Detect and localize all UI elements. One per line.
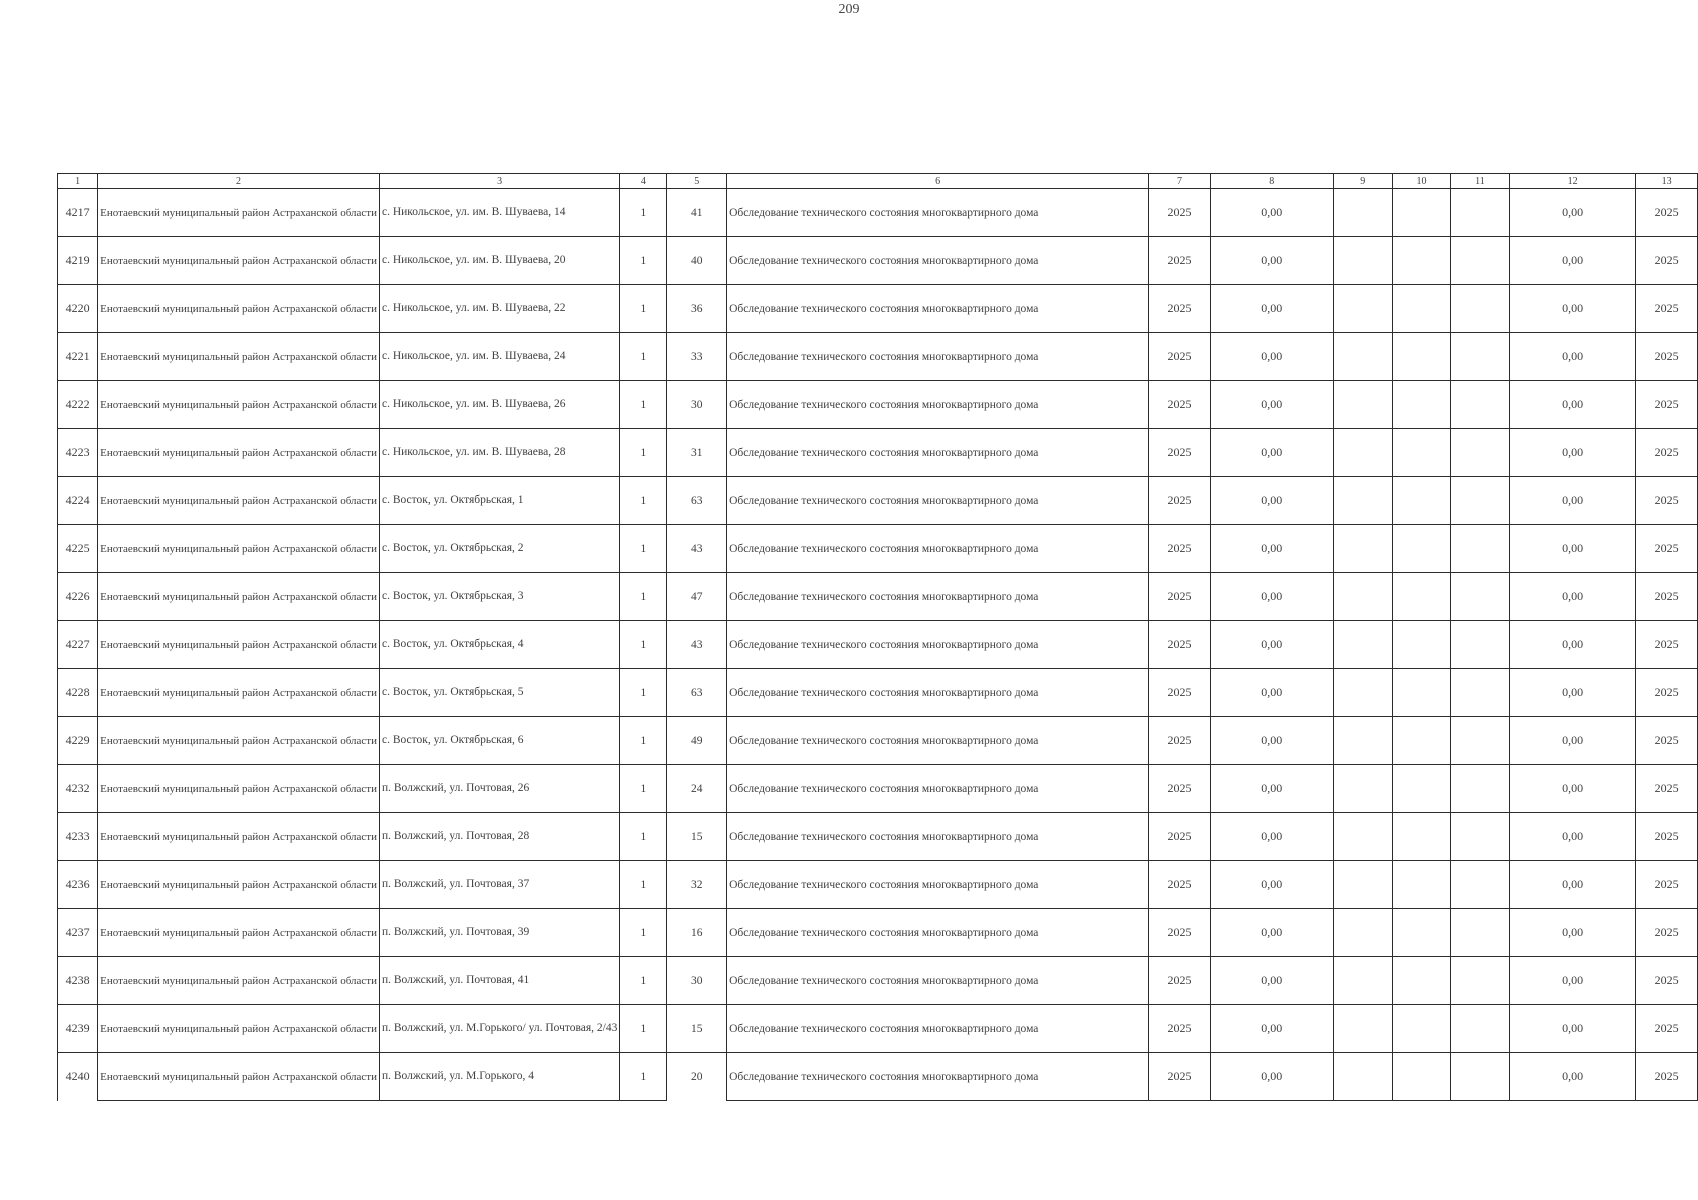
empty-cell-11: [1451, 765, 1510, 813]
address-cell: с. Никольское, ул. им. В. Шуваева, 14: [379, 189, 619, 237]
cost-cell: 0,00: [1210, 621, 1333, 669]
year-cell-2: 2025: [1636, 909, 1698, 957]
area-cell: 30: [667, 957, 727, 1005]
empty-cell-9: [1333, 285, 1392, 333]
empty-cell-9: [1333, 429, 1392, 477]
year-cell: 2025: [1149, 429, 1211, 477]
empty-cell-10: [1392, 621, 1450, 669]
district-cell: Енотаевский муниципальный район Астраханской области: [98, 1053, 380, 1101]
year-cell-2: 2025: [1636, 669, 1698, 717]
table-row: [58, 813, 1698, 861]
column-header-12: 12: [1509, 174, 1635, 189]
table-row: [58, 477, 1698, 525]
column-header-10: 10: [1392, 174, 1450, 189]
district-cell: Енотаевский муниципальный район Астраханской области: [98, 381, 380, 429]
empty-cell-11: [1451, 717, 1510, 765]
row-number: 4228: [58, 669, 98, 717]
floors-cell: 1: [620, 477, 667, 525]
empty-cell-9: [1333, 333, 1392, 381]
year-cell: 2025: [1149, 285, 1211, 333]
row-number: 4237: [58, 909, 98, 957]
empty-cell-9: [1333, 813, 1392, 861]
column-header-4: 4: [620, 174, 667, 189]
district-cell: Енотаевский муниципальный район Астраханской области: [98, 621, 380, 669]
empty-cell-11: [1451, 477, 1510, 525]
empty-cell-11: [1451, 189, 1510, 237]
cost-cell-2: 0,00: [1509, 237, 1635, 285]
empty-cell-10: [1392, 285, 1450, 333]
district-cell: Енотаевский муниципальный район Астраханской области: [98, 669, 380, 717]
area-cell: 63: [667, 669, 727, 717]
cost-cell-2: 0,00: [1509, 477, 1635, 525]
table-row: [58, 333, 1698, 381]
year-cell: 2025: [1149, 765, 1211, 813]
empty-cell-11: [1451, 669, 1510, 717]
column-header-6: 6: [727, 174, 1149, 189]
work-type-cell: Обследование технического состояния многоквартирного дома: [727, 477, 1149, 525]
year-cell-2: 2025: [1636, 477, 1698, 525]
district-cell: Енотаевский муниципальный район Астраханской области: [98, 573, 380, 621]
year-cell: 2025: [1149, 1053, 1211, 1101]
area-cell: 63: [667, 477, 727, 525]
empty-cell-10: [1392, 909, 1450, 957]
cost-cell: 0,00: [1210, 333, 1333, 381]
floors-cell: 1: [620, 765, 667, 813]
floors-cell: 1: [620, 573, 667, 621]
floors-cell: 1: [620, 237, 667, 285]
empty-cell-11: [1451, 525, 1510, 573]
work-type-cell: Обследование технического состояния многоквартирного дома: [727, 333, 1149, 381]
area-cell: 36: [667, 285, 727, 333]
district-cell: Енотаевский муниципальный район Астраханской области: [98, 189, 380, 237]
area-cell: 40: [667, 237, 727, 285]
empty-cell-10: [1392, 381, 1450, 429]
work-type-cell: Обследование технического состояния многоквартирного дома: [727, 381, 1149, 429]
row-number: 4219: [58, 237, 98, 285]
row-number: 4222: [58, 381, 98, 429]
cost-cell-2: 0,00: [1509, 813, 1635, 861]
column-header-3: 3: [379, 174, 619, 189]
address-cell: с. Восток, ул. Октябрьская, 5: [379, 669, 619, 717]
year-cell: 2025: [1149, 621, 1211, 669]
empty-cell-10: [1392, 573, 1450, 621]
year-cell: 2025: [1149, 477, 1211, 525]
work-type-cell: Обследование технического состояния многоквартирного дома: [727, 429, 1149, 477]
cost-cell-2: 0,00: [1509, 285, 1635, 333]
district-cell: Енотаевский муниципальный район Астраханской области: [98, 765, 380, 813]
page-number: 209: [838, 2, 860, 17]
area-cell: 47: [667, 573, 727, 621]
year-cell-2: 2025: [1636, 813, 1698, 861]
work-type-cell: Обследование технического состояния многоквартирного дома: [727, 957, 1149, 1005]
work-type-cell: Обследование технического состояния многоквартирного дома: [727, 765, 1149, 813]
empty-cell-9: [1333, 717, 1392, 765]
empty-cell-10: [1392, 765, 1450, 813]
empty-cell-11: [1451, 861, 1510, 909]
column-header-8: 8: [1210, 174, 1333, 189]
year-cell: 2025: [1149, 237, 1211, 285]
district-cell: Енотаевский муниципальный район Астраханской области: [98, 909, 380, 957]
column-header-11: 11: [1451, 174, 1510, 189]
area-cell: 49: [667, 717, 727, 765]
cost-cell-2: 0,00: [1509, 429, 1635, 477]
empty-cell-11: [1451, 1005, 1510, 1053]
cost-cell-2: 0,00: [1509, 621, 1635, 669]
cost-cell: 0,00: [1210, 909, 1333, 957]
year-cell-2: 2025: [1636, 717, 1698, 765]
empty-cell-11: [1451, 285, 1510, 333]
work-type-cell: Обследование технического состояния многоквартирного дома: [727, 813, 1149, 861]
year-cell: 2025: [1149, 957, 1211, 1005]
table-row: [58, 717, 1698, 765]
cost-cell: 0,00: [1210, 765, 1333, 813]
area-cell: 15: [667, 1005, 727, 1053]
area-cell: 32: [667, 861, 727, 909]
address-cell: п. Волжский, ул. Почтовая, 39: [379, 909, 619, 957]
row-number: 4217: [58, 189, 98, 237]
work-type-cell: Обследование технического состояния многоквартирного дома: [727, 621, 1149, 669]
work-type-cell: Обследование технического состояния многоквартирного дома: [727, 189, 1149, 237]
area-cell: 15: [667, 813, 727, 861]
empty-cell-10: [1392, 477, 1450, 525]
area-cell: 31: [667, 429, 727, 477]
area-cell: 30: [667, 381, 727, 429]
cost-cell-2: 0,00: [1509, 573, 1635, 621]
empty-cell-10: [1392, 669, 1450, 717]
cost-cell: 0,00: [1210, 1005, 1333, 1053]
floors-cell: 1: [620, 621, 667, 669]
row-number: 4240: [58, 1053, 98, 1101]
empty-cell-9: [1333, 525, 1392, 573]
empty-cell-9: [1333, 669, 1392, 717]
floors-cell: 1: [620, 189, 667, 237]
work-type-cell: Обследование технического состояния многоквартирного дома: [727, 909, 1149, 957]
cost-cell-2: 0,00: [1509, 381, 1635, 429]
area-cell: 20: [667, 1053, 727, 1101]
table-row: [58, 573, 1698, 621]
area-cell: 43: [667, 621, 727, 669]
year-cell-2: 2025: [1636, 333, 1698, 381]
year-cell: 2025: [1149, 669, 1211, 717]
table-row: [58, 1053, 1698, 1101]
empty-cell-10: [1392, 1053, 1450, 1101]
district-cell: Енотаевский муниципальный район Астраханской области: [98, 429, 380, 477]
work-type-cell: Обследование технического состояния многоквартирного дома: [727, 669, 1149, 717]
empty-cell-11: [1451, 573, 1510, 621]
floors-cell: 1: [620, 813, 667, 861]
address-cell: п. Волжский, ул. Почтовая, 28: [379, 813, 619, 861]
empty-cell-9: [1333, 573, 1392, 621]
header-row: [58, 174, 1698, 189]
year-cell: 2025: [1149, 189, 1211, 237]
floors-cell: 1: [620, 429, 667, 477]
table-row: [58, 957, 1698, 1005]
area-cell: 24: [667, 765, 727, 813]
cost-cell-2: 0,00: [1509, 1005, 1635, 1053]
empty-cell-9: [1333, 381, 1392, 429]
empty-cell-9: [1333, 621, 1392, 669]
cost-cell-2: 0,00: [1509, 717, 1635, 765]
row-number: 4220: [58, 285, 98, 333]
year-cell-2: 2025: [1636, 381, 1698, 429]
table-body: [58, 189, 1698, 1101]
area-cell: 33: [667, 333, 727, 381]
floors-cell: 1: [620, 909, 667, 957]
empty-cell-9: [1333, 861, 1392, 909]
empty-cell-10: [1392, 429, 1450, 477]
cost-cell: 0,00: [1210, 813, 1333, 861]
cost-cell: 0,00: [1210, 573, 1333, 621]
work-type-cell: Обследование технического состояния многоквартирного дома: [727, 861, 1149, 909]
district-cell: Енотаевский муниципальный район Астраханской области: [98, 333, 380, 381]
empty-cell-10: [1392, 525, 1450, 573]
empty-cell-9: [1333, 765, 1392, 813]
district-cell: Енотаевский муниципальный район Астраханской области: [98, 285, 380, 333]
cost-cell-2: 0,00: [1509, 333, 1635, 381]
empty-cell-10: [1392, 813, 1450, 861]
cost-cell: 0,00: [1210, 189, 1333, 237]
cost-cell: 0,00: [1210, 669, 1333, 717]
year-cell: 2025: [1149, 1005, 1211, 1053]
year-cell-2: 2025: [1636, 525, 1698, 573]
table-row: [58, 1005, 1698, 1053]
floors-cell: 1: [620, 381, 667, 429]
cost-cell-2: 0,00: [1509, 189, 1635, 237]
table-row: [58, 381, 1698, 429]
address-cell: п. Волжский, ул. М.Горького, 4: [379, 1053, 619, 1101]
empty-cell-10: [1392, 189, 1450, 237]
table-row: [58, 669, 1698, 717]
address-cell: с. Восток, ул. Октябрьская, 3: [379, 573, 619, 621]
year-cell: 2025: [1149, 813, 1211, 861]
row-number: 4229: [58, 717, 98, 765]
district-cell: Енотаевский муниципальный район Астраханской области: [98, 477, 380, 525]
cost-cell-2: 0,00: [1509, 669, 1635, 717]
year-cell-2: 2025: [1636, 285, 1698, 333]
year-cell-2: 2025: [1636, 621, 1698, 669]
floors-cell: 1: [620, 525, 667, 573]
empty-cell-9: [1333, 237, 1392, 285]
address-cell: с. Восток, ул. Октябрьская, 1: [379, 477, 619, 525]
empty-cell-9: [1333, 477, 1392, 525]
area-cell: 16: [667, 909, 727, 957]
row-number: 4238: [58, 957, 98, 1005]
district-cell: Енотаевский муниципальный район Астраханской области: [98, 717, 380, 765]
empty-cell-11: [1451, 333, 1510, 381]
address-cell: с. Никольское, ул. им. В. Шуваева, 22: [379, 285, 619, 333]
column-header-7: 7: [1149, 174, 1211, 189]
year-cell: 2025: [1149, 861, 1211, 909]
row-number: 4221: [58, 333, 98, 381]
table-row: [58, 525, 1698, 573]
address-cell: п. Волжский, ул. Почтовая, 37: [379, 861, 619, 909]
address-cell: с. Восток, ул. Октябрьская, 6: [379, 717, 619, 765]
row-number: 4224: [58, 477, 98, 525]
empty-cell-11: [1451, 909, 1510, 957]
empty-cell-9: [1333, 1053, 1392, 1101]
area-cell: 41: [667, 189, 727, 237]
column-header-9: 9: [1333, 174, 1392, 189]
address-cell: с. Никольское, ул. им. В. Шуваева, 26: [379, 381, 619, 429]
cost-cell-2: 0,00: [1509, 765, 1635, 813]
table-row: [58, 237, 1698, 285]
address-cell: с. Восток, ул. Октябрьская, 2: [379, 525, 619, 573]
district-cell: Енотаевский муниципальный район Астраханской области: [98, 1005, 380, 1053]
empty-cell-10: [1392, 333, 1450, 381]
work-type-cell: Обследование технического состояния многоквартирного дома: [727, 573, 1149, 621]
address-cell: п. Волжский, ул. Почтовая, 41: [379, 957, 619, 1005]
area-cell: 43: [667, 525, 727, 573]
row-number: 4236: [58, 861, 98, 909]
cost-cell: 0,00: [1210, 957, 1333, 1005]
year-cell: 2025: [1149, 573, 1211, 621]
row-number: 4225: [58, 525, 98, 573]
year-cell: 2025: [1149, 909, 1211, 957]
floors-cell: 1: [620, 1005, 667, 1053]
empty-cell-11: [1451, 429, 1510, 477]
work-type-cell: Обследование технического состояния многоквартирного дома: [727, 285, 1149, 333]
empty-cell-11: [1451, 621, 1510, 669]
table-row: [58, 621, 1698, 669]
table-row: [58, 429, 1698, 477]
floors-cell: 1: [620, 717, 667, 765]
address-cell: с. Восток, ул. Октябрьская, 4: [379, 621, 619, 669]
capital-repair-table: [57, 173, 1698, 1101]
year-cell-2: 2025: [1636, 1053, 1698, 1101]
address-cell: с. Никольское, ул. им. В. Шуваева, 28: [379, 429, 619, 477]
address-cell: с. Никольское, ул. им. В. Шуваева, 20: [379, 237, 619, 285]
column-header-5: 5: [667, 174, 727, 189]
year-cell-2: 2025: [1636, 765, 1698, 813]
work-type-cell: Обследование технического состояния многоквартирного дома: [727, 1005, 1149, 1053]
row-number: 4227: [58, 621, 98, 669]
floors-cell: 1: [620, 285, 667, 333]
empty-cell-9: [1333, 189, 1392, 237]
cost-cell-2: 0,00: [1509, 861, 1635, 909]
district-cell: Енотаевский муниципальный район Астраханской области: [98, 957, 380, 1005]
district-cell: Енотаевский муниципальный район Астраханской области: [98, 525, 380, 573]
empty-cell-11: [1451, 237, 1510, 285]
column-header-2: 2: [98, 174, 380, 189]
empty-cell-11: [1451, 957, 1510, 1005]
cost-cell: 0,00: [1210, 381, 1333, 429]
empty-cell-10: [1392, 1005, 1450, 1053]
empty-cell-11: [1451, 1053, 1510, 1101]
cost-cell-2: 0,00: [1509, 909, 1635, 957]
empty-cell-9: [1333, 909, 1392, 957]
cost-cell: 0,00: [1210, 429, 1333, 477]
work-type-cell: Обследование технического состояния многоквартирного дома: [727, 237, 1149, 285]
cost-cell: 0,00: [1210, 477, 1333, 525]
district-cell: Енотаевский муниципальный район Астраханской области: [98, 861, 380, 909]
row-number: 4223: [58, 429, 98, 477]
table-row: [58, 285, 1698, 333]
floors-cell: 1: [620, 1053, 667, 1101]
cost-cell-2: 0,00: [1509, 1053, 1635, 1101]
column-header-1: 1: [58, 174, 98, 189]
row-number: 4233: [58, 813, 98, 861]
cost-cell: 0,00: [1210, 285, 1333, 333]
year-cell-2: 2025: [1636, 1005, 1698, 1053]
empty-cell-9: [1333, 957, 1392, 1005]
floors-cell: 1: [620, 861, 667, 909]
year-cell: 2025: [1149, 525, 1211, 573]
row-number: 4239: [58, 1005, 98, 1053]
empty-cell-11: [1451, 813, 1510, 861]
cost-cell-2: 0,00: [1509, 525, 1635, 573]
table-row: [58, 189, 1698, 237]
year-cell-2: 2025: [1636, 429, 1698, 477]
floors-cell: 1: [620, 333, 667, 381]
address-cell: с. Никольское, ул. им. В. Шуваева, 24: [379, 333, 619, 381]
cost-cell: 0,00: [1210, 525, 1333, 573]
cost-cell: 0,00: [1210, 1053, 1333, 1101]
year-cell-2: 2025: [1636, 957, 1698, 1005]
cost-cell: 0,00: [1210, 717, 1333, 765]
year-cell-2: 2025: [1636, 189, 1698, 237]
year-cell-2: 2025: [1636, 237, 1698, 285]
year-cell-2: 2025: [1636, 861, 1698, 909]
table-row: [58, 909, 1698, 957]
floors-cell: 1: [620, 669, 667, 717]
empty-cell-11: [1451, 381, 1510, 429]
year-cell-2: 2025: [1636, 573, 1698, 621]
cost-cell: 0,00: [1210, 861, 1333, 909]
empty-cell-10: [1392, 861, 1450, 909]
row-number: 4226: [58, 573, 98, 621]
cost-cell-2: 0,00: [1509, 957, 1635, 1005]
table-header: [58, 174, 1698, 189]
work-type-cell: Обследование технического состояния многоквартирного дома: [727, 717, 1149, 765]
column-header-13: 13: [1636, 174, 1698, 189]
work-type-cell: Обследование технического состояния многоквартирного дома: [727, 525, 1149, 573]
year-cell: 2025: [1149, 381, 1211, 429]
district-cell: Енотаевский муниципальный район Астраханской области: [98, 237, 380, 285]
empty-cell-10: [1392, 237, 1450, 285]
table-row: [58, 765, 1698, 813]
empty-cell-10: [1392, 717, 1450, 765]
address-cell: п. Волжский, ул. М.Горького/ ул. Почтовая, 2/43: [379, 1005, 619, 1053]
cost-cell: 0,00: [1210, 237, 1333, 285]
year-cell: 2025: [1149, 717, 1211, 765]
work-type-cell: Обследование технического состояния многоквартирного дома: [727, 1053, 1149, 1101]
table-row: [58, 861, 1698, 909]
floors-cell: 1: [620, 957, 667, 1005]
year-cell: 2025: [1149, 333, 1211, 381]
empty-cell-10: [1392, 957, 1450, 1005]
address-cell: п. Волжский, ул. Почтовая, 26: [379, 765, 619, 813]
district-cell: Енотаевский муниципальный район Астраханской области: [98, 813, 380, 861]
row-number: 4232: [58, 765, 98, 813]
empty-cell-9: [1333, 1005, 1392, 1053]
